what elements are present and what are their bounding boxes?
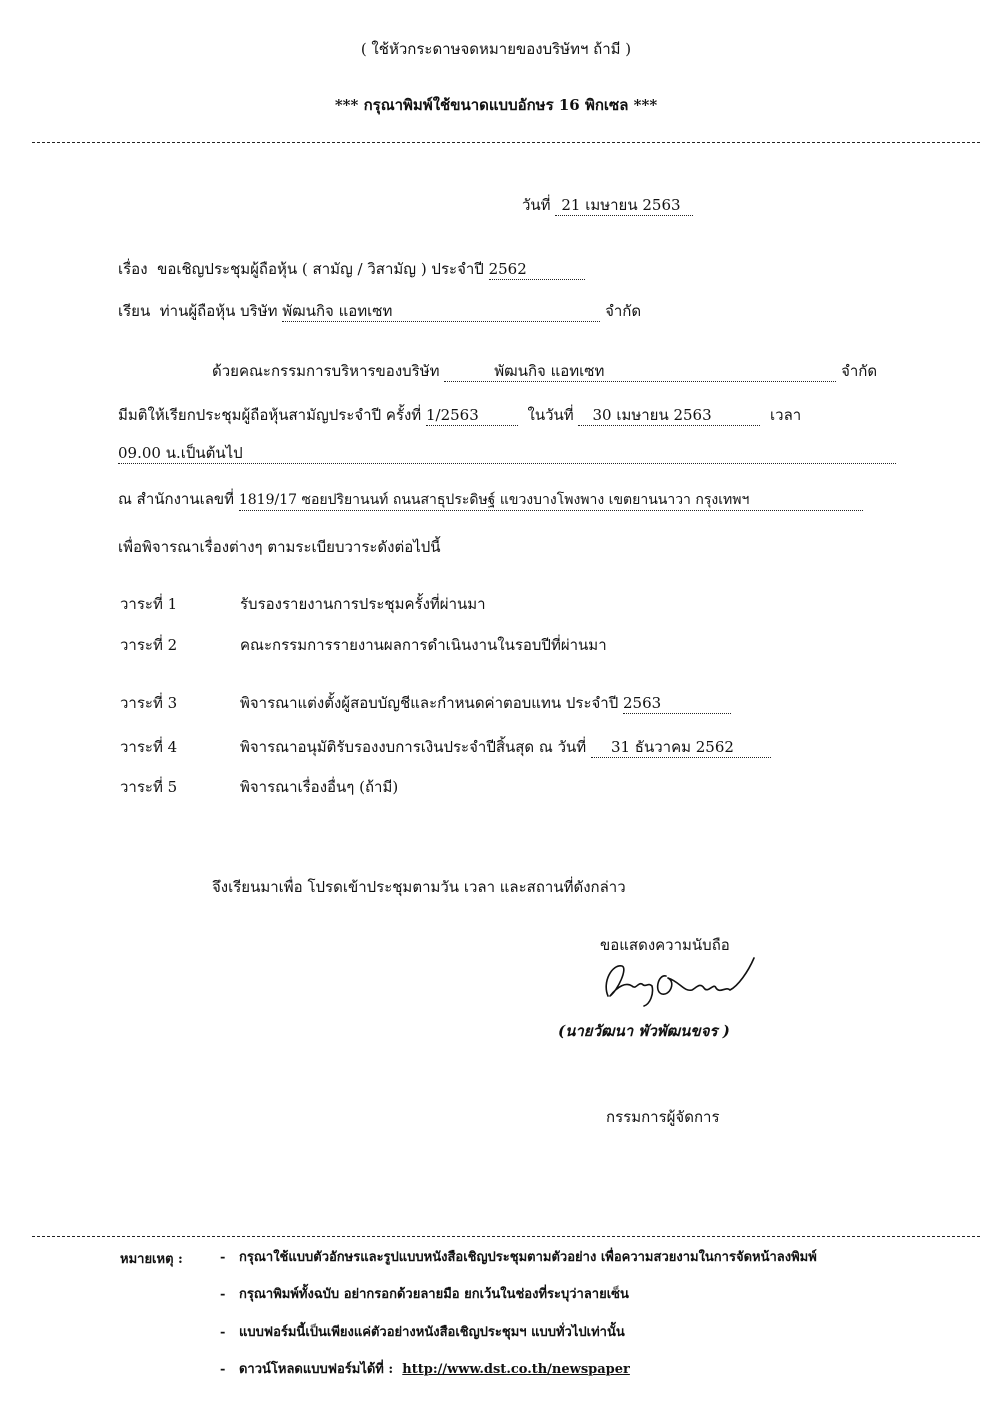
note-item-1: - กรุณาใช้แบบตัวอักษรและรูปแบบหนังสือเชิญประชุมตามตัวอย่าง เพื่อความสวยงามในการจัดหน้าลงพิมพ์	[220, 1250, 817, 1265]
to-suffix: จำกัด	[605, 302, 642, 320]
note-item-3-text: แบบฟอร์มนี้เป็นเพียงแค่ตัวอย่างหนังสือเชิญประชุมฯ แบบทั่วไปเท่านั้น	[238, 1325, 625, 1340]
letterhead-note: ( ใช้หัวกระดาษจดหมายของบริษัทฯ ถ้ามี )	[360, 40, 632, 58]
resolution-text: มีมติให้เรียกประชุมผู้ถือหุ้นสามัญประจำปี ครั้งที่	[118, 406, 422, 424]
agenda-item-4-label: วาระที่ 4	[120, 738, 178, 756]
to-line	[118, 302, 641, 322]
body-line-4	[118, 490, 863, 511]
board-company: พัฒนกิจ แอทเซท	[444, 362, 836, 382]
signer-name: (นายวัฒนา พัวพัฒนขจร )	[558, 1022, 730, 1040]
note-item-2: - กรุณาพิมพ์ทั้งฉบับ อย่ากรอกด้วยลายมือ ยกเว้นในช่องที่ระบุว่าลายเซ็น	[220, 1287, 629, 1302]
agenda-item-5-label: วาระที่ 5	[120, 778, 178, 796]
agenda-item-4-value: 31 ธันวาคม 2562	[591, 738, 771, 758]
subject-line	[118, 260, 585, 280]
venue-label: ณ สำนักงานเลขที่	[118, 490, 235, 508]
note-item-3: - แบบฟอร์มนี้เป็นเพียงแค่ตัวอย่างหนังสือเชิญประชุมฯ แบบทั่วไปเท่านั้น	[220, 1325, 625, 1340]
download-label: ดาวน์โหลดแบบฟอร์มได้ที่ :	[238, 1362, 394, 1377]
agenda-item-3-line	[240, 694, 731, 714]
date-value: 21 เมษายน 2563	[555, 196, 693, 216]
meeting-number: 1/2563	[426, 406, 518, 426]
font-size-instruction: *** กรุณาพิมพ์ใช้ขนาดแบบอักษร 16 พิกเซล ***	[334, 96, 658, 114]
note-item-4: - ดาวน์โหลดแบบฟอร์มได้ที่ : http://www.dst.co.th/newspaper	[220, 1362, 630, 1377]
to-company: พัฒนกิจ แอทเซท	[282, 302, 600, 322]
agenda-item-4-text: พิจารณาอนุมัติรับรองงบการเงินประจำปีสิ้นสุด ณ วันที่	[240, 738, 587, 756]
date-line	[522, 196, 693, 216]
board-company-suffix: จำกัด	[841, 362, 878, 380]
note-item-1-text: กรุณาใช้แบบตัวอักษรและรูปแบบหนังสือเชิญประชุมตามตัวอย่าง เพื่อความสวยงามในการจัดหน้าลงพิมพ์	[238, 1250, 817, 1265]
venue-address: 1819/17 ซอยปริยานนท์ ถนนสาธุประดิษฐ์ แขวงบางโพงพาง เขตยานนาวา กรุงเทพฯ	[239, 492, 863, 511]
to-text: ท่านผู้ถือหุ้น บริษัท	[159, 302, 278, 320]
handwritten-signature	[588, 952, 763, 1010]
notes-label: หมายเหตุ :	[120, 1252, 183, 1267]
note-item-2-text: กรุณาพิมพ์ทั้งฉบับ อย่ากรอกด้วยลายมือ ยกเว้นในช่องที่ระบุว่าลายเซ็น	[238, 1287, 629, 1302]
meeting-date-label: ในวันที่	[527, 406, 574, 424]
agenda-item-1-text: รับรองรายงานการประชุมครั้งที่ผ่านมา	[240, 595, 486, 613]
agenda-item-2-label: วาระที่ 2	[120, 636, 178, 654]
agenda-item-3-text: พิจารณาแต่งตั้งผู้สอบบัญชีและกำหนดค่าตอบแทน ประจำปี	[240, 694, 619, 712]
body-line-2	[118, 406, 801, 426]
top-divider	[32, 142, 980, 143]
regards-text: ขอแสดงความนับถือ	[600, 936, 730, 954]
date-label: วันที่	[522, 196, 551, 214]
subject-label: เรื่อง	[118, 260, 148, 278]
subject-text: ขอเชิญประชุมผู้ถือหุ้น ( สามัญ / วิสามัญ ) ประจำปี	[157, 260, 484, 278]
board-intro: ด้วยคณะกรรมการบริหารของบริษัท	[212, 362, 440, 380]
agenda-item-3-label: วาระที่ 3	[120, 694, 178, 712]
agenda-item-1-label: วาระที่ 1	[120, 595, 178, 613]
subject-year: 2562	[489, 260, 585, 280]
agenda-intro: เพื่อพิจารณาเรื่องต่างๆ ตามระเบียบวาระดังต่อไปนี้	[118, 538, 441, 556]
meeting-date: 30 เมษายน 2563	[578, 406, 760, 426]
agenda-item-5-text: พิจารณาเรื่องอื่นๆ (ถ้ามี)	[240, 778, 399, 796]
agenda-item-3-value: 2563	[623, 694, 731, 714]
body-line-1	[212, 362, 877, 382]
agenda-item-2-text: คณะกรรมการรายงานผลการดำเนินงานในรอบปีที่ผ่านมา	[240, 636, 607, 654]
download-link[interactable]: http://www.dst.co.th/newspaper	[402, 1362, 630, 1377]
agenda-item-4-line	[240, 738, 771, 758]
signer-position: กรรมการผู้จัดการ	[606, 1108, 720, 1126]
closing-text: จึงเรียนมาเพื่อ โปรดเข้าประชุมตามวัน เวลา และสถานที่ดังกล่าว	[212, 878, 626, 896]
body-line-3	[118, 444, 896, 464]
bottom-divider	[32, 1236, 980, 1237]
to-label: เรียน	[118, 302, 151, 320]
meeting-time: 09.00 น.เป็นต้นไป	[118, 444, 896, 464]
meeting-time-label: เวลา	[770, 406, 802, 424]
